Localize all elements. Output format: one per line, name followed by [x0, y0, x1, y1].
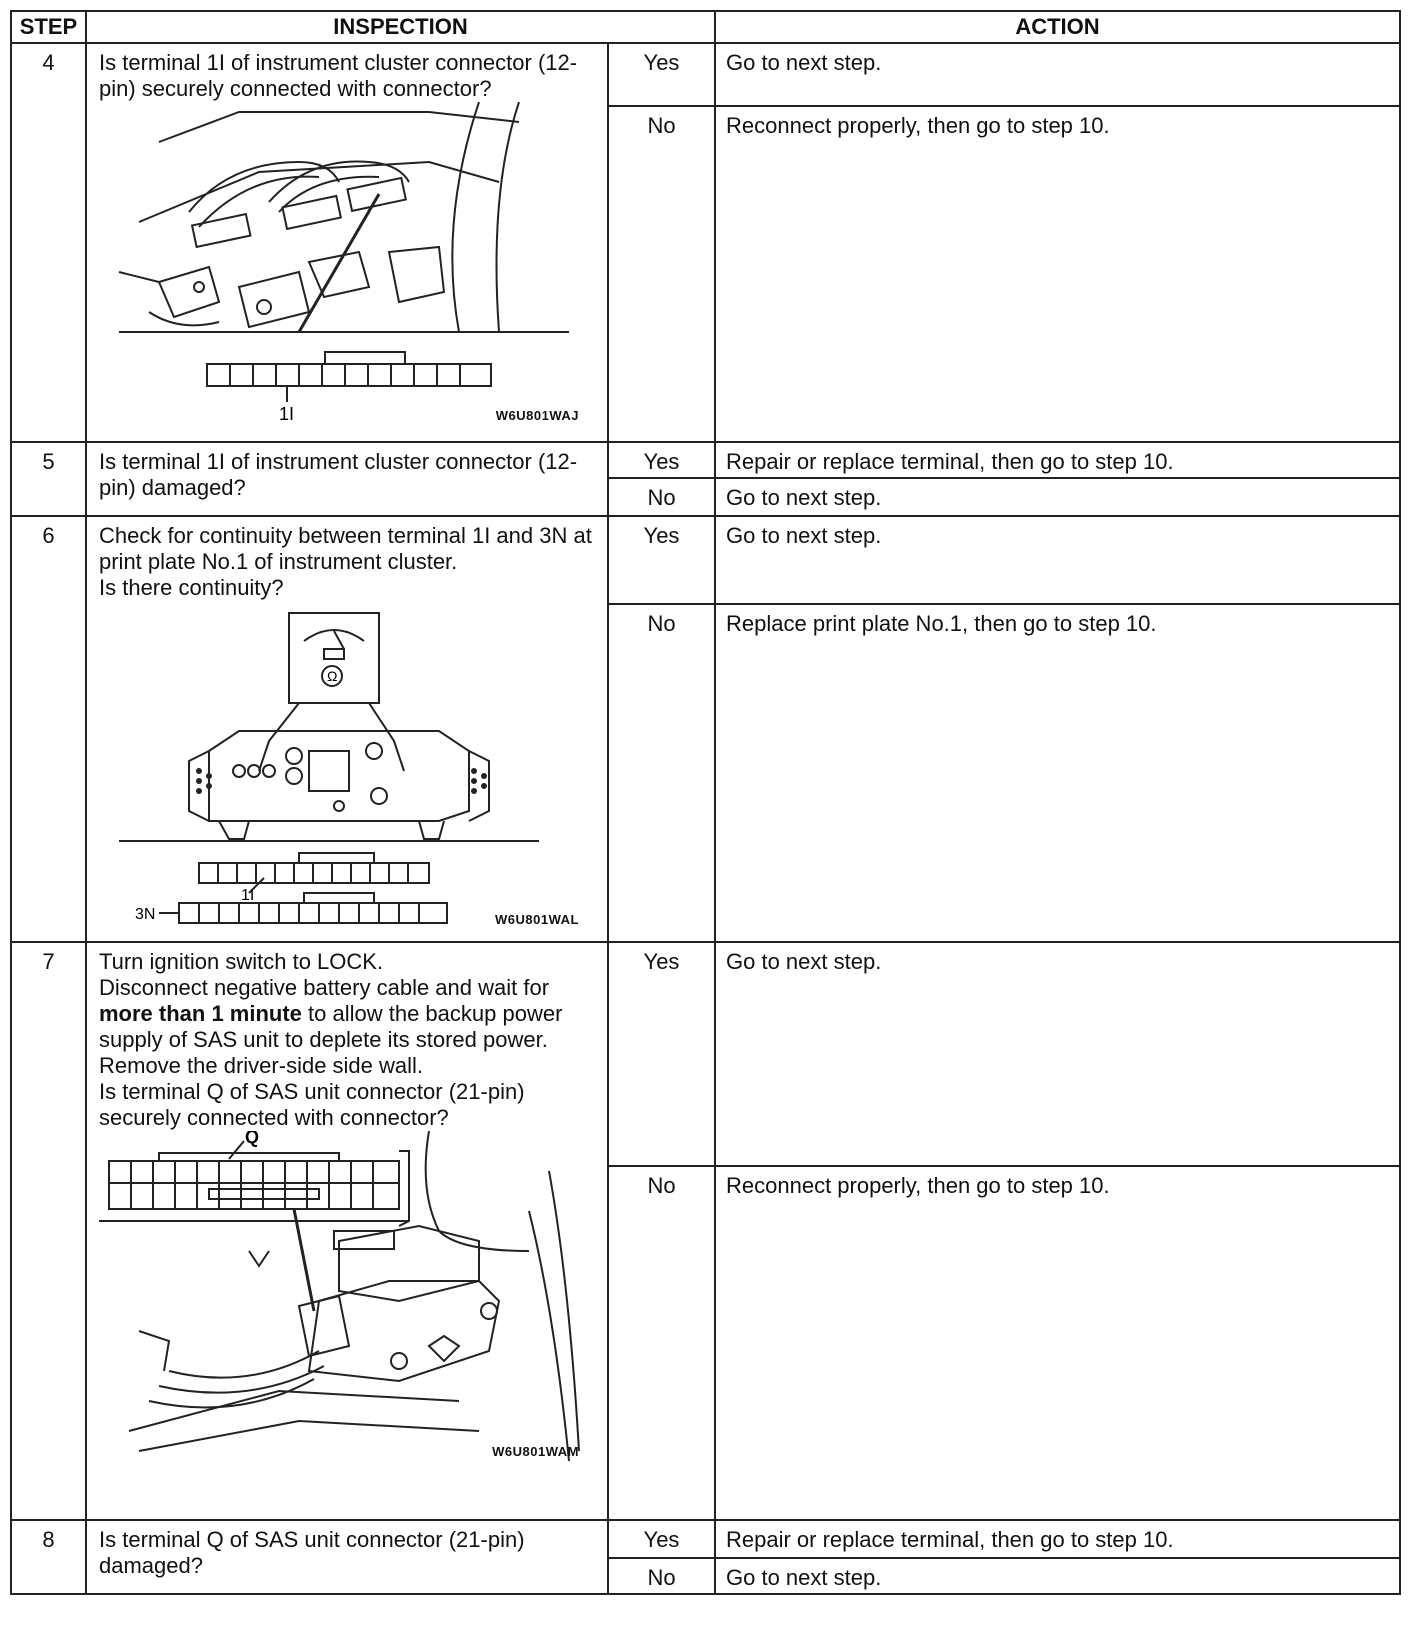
table-row: [11, 43, 1400, 106]
no-label: No: [608, 1166, 715, 1520]
yes-label: Yes: [608, 43, 715, 106]
table-row: [11, 1520, 1400, 1558]
header-action: ACTION: [715, 11, 1400, 43]
terminal-label: 1I: [279, 404, 295, 424]
no-action: Go to next step.: [715, 478, 1400, 516]
step-number: 7: [11, 942, 86, 1520]
yes-action: Go to next step.: [715, 516, 1400, 604]
figure-code: W6U801WAM: [492, 1444, 579, 1459]
no-action: Reconnect properly, then go to step 10.: [715, 106, 1400, 442]
inspection-question: Is terminal 1I of instrument cluster connector (12-pin) damaged?: [86, 442, 608, 516]
inspection-cell: [86, 43, 608, 442]
no-action: Go to next step.: [715, 1558, 1400, 1594]
yes-label: Yes: [608, 442, 715, 478]
yes-action: Go to next step.: [715, 43, 1400, 106]
sas-connector-figure: [99, 1131, 597, 1473]
no-action: Replace print plate No.1, then go to step 10.: [715, 604, 1400, 942]
step-number: 6: [11, 516, 86, 942]
terminal-1-label: 1I: [241, 887, 255, 904]
step-number: 8: [11, 1520, 86, 1594]
table-header-row: [11, 11, 1400, 43]
figure-code: W6U801WAL: [495, 912, 579, 927]
no-label: No: [608, 478, 715, 516]
inspection-line-4: Is terminal Q of SAS unit connector (21-pin) securely connected with connector?: [99, 1079, 525, 1130]
inspection-cell: [86, 516, 608, 942]
inspection-question-2: Is there continuity?: [99, 575, 284, 600]
step-number: 5: [11, 442, 86, 516]
table-row: [11, 442, 1400, 478]
no-label: No: [608, 1558, 715, 1594]
inspection-line-2: Disconnect negative battery cable and wait for more than 1 minute to allow the backup power supply of SAS unit to deplete its stored power.: [99, 975, 563, 1052]
continuity-figure: [99, 601, 597, 941]
inspection-line-1: Turn ignition switch to LOCK.: [99, 949, 384, 974]
table-row: [11, 516, 1400, 604]
table-row: [11, 942, 1400, 1166]
terminal-2-label: 3N: [135, 906, 156, 923]
inspection-question: Is terminal Q of SAS unit connector (21-pin) damaged?: [86, 1520, 608, 1594]
no-label: No: [608, 106, 715, 442]
header-step: STEP: [11, 11, 86, 43]
diagnostic-procedure-table: [10, 10, 1401, 1595]
yes-action: Go to next step.: [715, 942, 1400, 1166]
figure-code: W6U801WAJ: [495, 408, 579, 423]
no-label: No: [608, 604, 715, 942]
inspection-question: Check for continuity between terminal 1I and 3N at print plate No.1 of instrument cluster.: [99, 523, 592, 574]
header-inspection: INSPECTION: [86, 11, 715, 43]
yes-action: Repair or replace terminal, then go to step 10.: [715, 442, 1400, 478]
sas-unit-illustration: [99, 1131, 594, 1473]
terminal-label: Q: [245, 1131, 260, 1147]
ohmmeter-cluster-illustration: [99, 601, 594, 941]
connector-figure: [99, 102, 597, 437]
inspection-question: Is terminal 1I of instrument cluster connector (12-pin) securely connected with connector?: [99, 50, 578, 101]
yes-action: Repair or replace terminal, then go to step 10.: [715, 1520, 1400, 1558]
inspection-cell: [86, 942, 608, 1520]
yes-label: Yes: [608, 1520, 715, 1558]
ohm-symbol: Ω: [327, 668, 338, 684]
yes-label: Yes: [608, 516, 715, 604]
instrument-cluster-connector-illustration: [99, 102, 594, 437]
inspection-line-3: Remove the driver-side side wall.: [99, 1053, 424, 1078]
step-number: 4: [11, 43, 86, 442]
no-action: Reconnect properly, then go to step 10.: [715, 1166, 1400, 1520]
emphasis-text: more than 1 minute: [99, 1001, 302, 1026]
yes-label: Yes: [608, 942, 715, 1166]
